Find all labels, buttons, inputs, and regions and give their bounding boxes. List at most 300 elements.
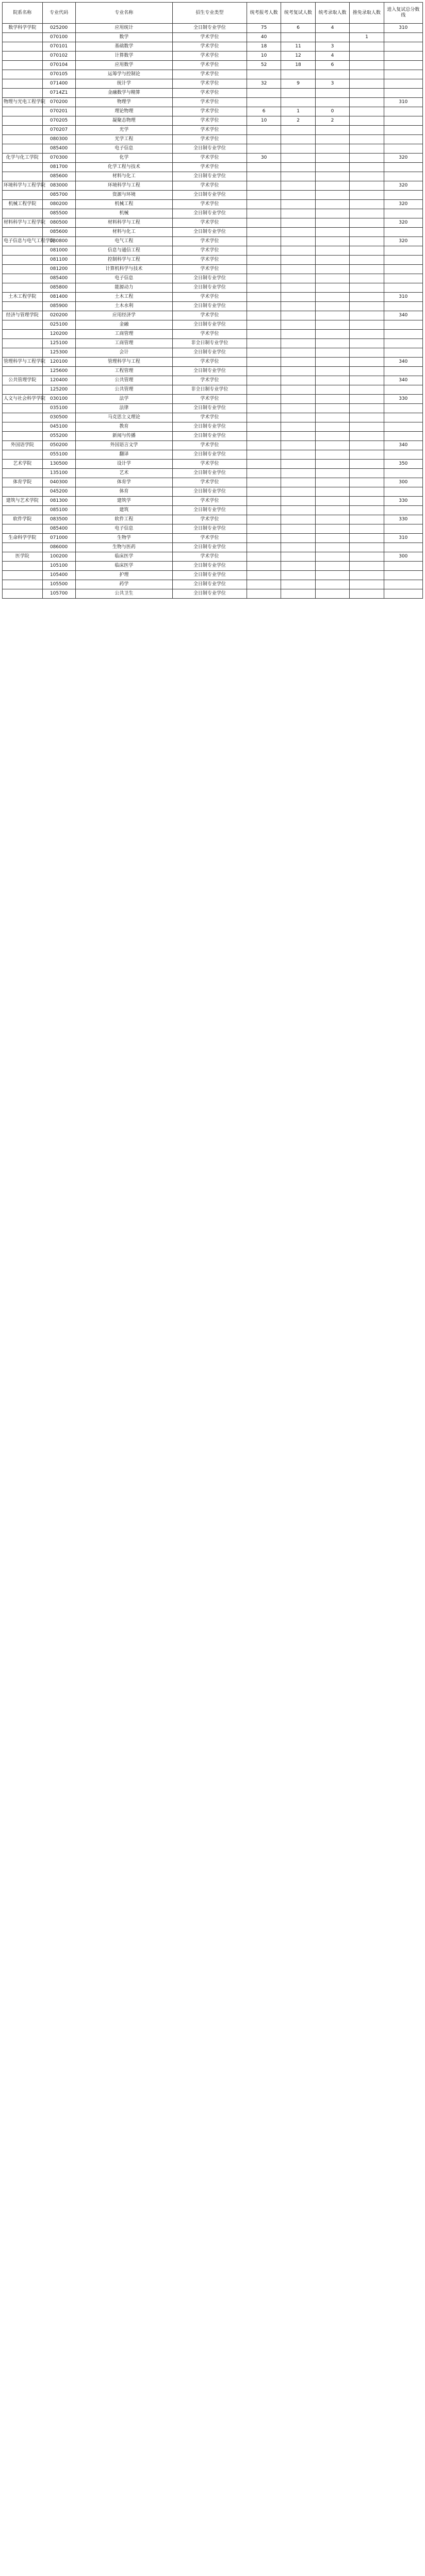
table-row (3, 256, 423, 265)
score-line-cell (384, 52, 422, 61)
code-cell: 050200 (42, 441, 75, 450)
score-line-cell: 310 (384, 293, 422, 302)
code-cell: 125200 (42, 385, 75, 395)
admitted-cell (315, 543, 349, 552)
table-row (3, 52, 423, 61)
recommended-cell (350, 562, 384, 571)
admitted-cell (315, 497, 349, 506)
code-cell: 045100 (42, 422, 75, 432)
interviewed-cell (281, 144, 315, 154)
table-row (3, 302, 423, 311)
applicants-cell (247, 209, 281, 218)
admitted-cell (315, 469, 349, 478)
code-cell: 085700 (42, 191, 75, 200)
code-cell: 055200 (42, 432, 75, 441)
applicants-cell: 18 (247, 42, 281, 52)
applicants-cell (247, 339, 281, 348)
admitted-cell (315, 506, 349, 515)
interviewed-cell (281, 543, 315, 552)
college-cell (3, 79, 43, 89)
code-cell: 081000 (42, 246, 75, 256)
recommended-cell (350, 339, 384, 348)
score-line-cell (384, 562, 422, 571)
score-line-cell (384, 135, 422, 144)
recommended-cell (350, 144, 384, 154)
code-cell: 070200 (42, 98, 75, 107)
applicants-cell (247, 478, 281, 487)
score-line-cell (384, 302, 422, 311)
score-line-cell (384, 191, 422, 200)
code-cell: 105400 (42, 571, 75, 580)
major-name-cell: 生物与医药 (75, 543, 172, 552)
score-line-cell (384, 265, 422, 274)
applicants-cell (247, 320, 281, 330)
interviewed-cell (281, 534, 315, 543)
college-cell (3, 385, 43, 395)
recommended-cell (350, 571, 384, 580)
college-cell (3, 107, 43, 116)
college-cell: 建筑与艺术学院 (3, 497, 43, 506)
type-cell: 全日制专业学位 (172, 543, 247, 552)
type-cell: 学术学位 (172, 98, 247, 107)
interviewed-cell (281, 552, 315, 562)
major-name-cell: 马克思主义理论 (75, 413, 172, 422)
score-line-cell (384, 42, 422, 52)
applicants-cell (247, 469, 281, 478)
type-cell: 全日制专业学位 (172, 302, 247, 311)
score-line-cell (384, 348, 422, 358)
applicants-cell (247, 404, 281, 413)
admitted-cell (315, 552, 349, 562)
admitted-cell (315, 237, 349, 246)
type-cell: 全日制专业学位 (172, 24, 247, 33)
table-row (3, 469, 423, 478)
interviewed-cell (281, 358, 315, 367)
admitted-cell (315, 432, 349, 441)
admitted-cell (315, 524, 349, 534)
table-row (3, 580, 423, 589)
table-row (3, 311, 423, 320)
applicants-cell (247, 413, 281, 422)
recommended-cell (350, 256, 384, 265)
table-row (3, 562, 423, 571)
major-name-cell: 艺术 (75, 469, 172, 478)
type-cell: 学术学位 (172, 107, 247, 116)
applicants-cell (247, 487, 281, 497)
table-row (3, 589, 423, 599)
interviewed-cell (281, 367, 315, 376)
applicants-cell (247, 246, 281, 256)
major-name-cell: 材料与化工 (75, 228, 172, 237)
recommended-cell (350, 367, 384, 376)
type-cell: 学术学位 (172, 181, 247, 191)
admitted-cell (315, 126, 349, 135)
major-name-cell: 管理科学与工程 (75, 358, 172, 367)
major-name-cell: 应用经济学 (75, 311, 172, 320)
major-name-cell: 环境科学与工程 (75, 181, 172, 191)
interviewed-cell (281, 89, 315, 98)
major-name-cell: 体育学 (75, 478, 172, 487)
recommended-cell (350, 181, 384, 191)
type-cell: 学术学位 (172, 89, 247, 98)
table-row (3, 116, 423, 126)
score-line-cell (384, 432, 422, 441)
type-cell: 学术学位 (172, 478, 247, 487)
admitted-cell (315, 376, 349, 385)
header-admitted: 统考录取人数 (315, 3, 349, 24)
college-cell: 管理科学与工程学院 (3, 358, 43, 367)
recommended-cell (350, 385, 384, 395)
applicants-cell (247, 385, 281, 395)
interviewed-cell (281, 237, 315, 246)
college-cell (3, 562, 43, 571)
type-cell: 学术学位 (172, 376, 247, 385)
admitted-cell (315, 98, 349, 107)
admitted-cell (315, 395, 349, 404)
recommended-cell (350, 450, 384, 460)
table-header-row (3, 3, 423, 24)
code-cell: 083500 (42, 515, 75, 524)
college-cell (3, 52, 43, 61)
table-row (3, 552, 423, 562)
code-cell: 071400 (42, 79, 75, 89)
table-row (3, 237, 423, 246)
applicants-cell (247, 543, 281, 552)
major-name-cell: 化学工程与技术 (75, 163, 172, 172)
type-cell: 学术学位 (172, 497, 247, 506)
table-row (3, 228, 423, 237)
type-cell: 全日制专业学位 (172, 487, 247, 497)
code-cell: 030500 (42, 413, 75, 422)
applicants-cell (247, 580, 281, 589)
applicants-cell (247, 98, 281, 107)
college-cell (3, 524, 43, 534)
code-cell: 070300 (42, 154, 75, 163)
admitted-cell (315, 571, 349, 580)
interviewed-cell (281, 497, 315, 506)
interviewed-cell (281, 339, 315, 348)
code-cell: 081200 (42, 265, 75, 274)
college-cell: 人文与社会科学学院 (3, 395, 43, 404)
interviewed-cell (281, 70, 315, 79)
applicants-cell (247, 358, 281, 367)
table-row (3, 404, 423, 413)
type-cell: 全日制专业学位 (172, 450, 247, 460)
document-page (2, 2, 423, 599)
type-cell: 全日制专业学位 (172, 404, 247, 413)
type-cell: 全日制专业学位 (172, 209, 247, 218)
score-line-cell (384, 506, 422, 515)
major-name-cell: 信息与通信工程 (75, 246, 172, 256)
admitted-cell (315, 256, 349, 265)
table-row (3, 42, 423, 52)
code-cell: 070201 (42, 107, 75, 116)
code-cell: 085900 (42, 302, 75, 311)
type-cell: 学术学位 (172, 256, 247, 265)
major-name-cell: 新闻与传播 (75, 432, 172, 441)
major-name-cell: 金融 (75, 320, 172, 330)
college-cell (3, 70, 43, 79)
college-cell (3, 191, 43, 200)
type-cell: 学术学位 (172, 70, 247, 79)
table-row (3, 107, 423, 116)
admitted-cell (315, 302, 349, 311)
college-cell: 机械工程学院 (3, 200, 43, 209)
interviewed-cell (281, 478, 315, 487)
applicants-cell (247, 200, 281, 209)
type-cell: 全日制专业学位 (172, 589, 247, 599)
major-name-cell: 电子信息 (75, 524, 172, 534)
major-name-cell: 公共管理 (75, 385, 172, 395)
interviewed-cell (281, 413, 315, 422)
score-line-cell: 300 (384, 552, 422, 562)
score-line-cell (384, 209, 422, 218)
score-line-cell: 310 (384, 24, 422, 33)
admitted-cell (315, 487, 349, 497)
recommended-cell (350, 61, 384, 70)
applicants-cell (247, 348, 281, 358)
college-cell: 外国语学院 (3, 441, 43, 450)
code-cell: 070105 (42, 70, 75, 79)
score-line-cell (384, 524, 422, 534)
table-row (3, 172, 423, 181)
score-line-cell (384, 163, 422, 172)
recommended-cell (350, 311, 384, 320)
interviewed-cell (281, 432, 315, 441)
college-cell: 软件学院 (3, 515, 43, 524)
admitted-cell (315, 460, 349, 469)
applicants-cell (247, 293, 281, 302)
admitted-cell: 4 (315, 52, 349, 61)
major-name-cell: 教育 (75, 422, 172, 432)
college-cell: 材料科学与工程学院 (3, 218, 43, 228)
code-cell: 070205 (42, 116, 75, 126)
code-cell: 081400 (42, 293, 75, 302)
code-cell: 135100 (42, 469, 75, 478)
table-row (3, 181, 423, 191)
admitted-cell (315, 478, 349, 487)
code-cell: 025200 (42, 24, 75, 33)
recommended-cell (350, 534, 384, 543)
type-cell: 学术学位 (172, 265, 247, 274)
score-line-cell: 340 (384, 441, 422, 450)
recommended-cell (350, 422, 384, 432)
interviewed-cell (281, 172, 315, 181)
header-recommended: 推免录取人数 (350, 3, 384, 24)
type-cell: 全日制专业学位 (172, 348, 247, 358)
interviewed-cell (281, 126, 315, 135)
recommended-cell (350, 265, 384, 274)
score-line-cell: 320 (384, 237, 422, 246)
admitted-cell (315, 330, 349, 339)
college-cell (3, 543, 43, 552)
interviewed-cell: 9 (281, 79, 315, 89)
applicants-cell (247, 70, 281, 79)
table-row (3, 218, 423, 228)
college-cell: 化学与化工学院 (3, 154, 43, 163)
type-cell: 学术学位 (172, 126, 247, 135)
score-line-cell (384, 589, 422, 599)
code-cell: 085400 (42, 144, 75, 154)
code-cell: 085600 (42, 172, 75, 181)
major-name-cell: 设计学 (75, 460, 172, 469)
code-cell: 085600 (42, 228, 75, 237)
table-row (3, 506, 423, 515)
college-cell (3, 432, 43, 441)
interviewed-cell (281, 274, 315, 283)
applicants-cell (247, 441, 281, 450)
recommended-cell (350, 580, 384, 589)
major-name-cell: 基础数学 (75, 42, 172, 52)
score-line-cell: 320 (384, 200, 422, 209)
recommended-cell (350, 487, 384, 497)
recommended-cell (350, 302, 384, 311)
admitted-cell (315, 413, 349, 422)
college-cell (3, 163, 43, 172)
major-name-cell: 计算机科学与技术 (75, 265, 172, 274)
table-row (3, 33, 423, 42)
major-name-cell: 临床医学 (75, 552, 172, 562)
major-name-cell: 建筑 (75, 506, 172, 515)
score-line-cell: 330 (384, 515, 422, 524)
table-row (3, 144, 423, 154)
table-row (3, 154, 423, 163)
interviewed-cell (281, 302, 315, 311)
major-name-cell: 机械工程 (75, 200, 172, 209)
major-name-cell: 土木工程 (75, 293, 172, 302)
code-cell: 085400 (42, 524, 75, 534)
code-cell: 105700 (42, 589, 75, 599)
recommended-cell (350, 246, 384, 256)
college-cell (3, 172, 43, 181)
college-cell (3, 450, 43, 460)
score-line-cell (384, 543, 422, 552)
table-row (3, 441, 423, 450)
interviewed-cell (281, 460, 315, 469)
score-line-cell (384, 339, 422, 348)
college-cell (3, 469, 43, 478)
major-name-cell: 法律 (75, 404, 172, 413)
score-line-cell (384, 413, 422, 422)
admitted-cell (315, 358, 349, 367)
code-cell: 030100 (42, 395, 75, 404)
score-line-cell (384, 228, 422, 237)
applicants-cell (247, 552, 281, 562)
interviewed-cell (281, 422, 315, 432)
major-name-cell: 电子信息 (75, 144, 172, 154)
college-cell (3, 246, 43, 256)
code-cell: 120200 (42, 330, 75, 339)
interviewed-cell (281, 246, 315, 256)
major-name-cell: 材料与化工 (75, 172, 172, 181)
score-line-cell (384, 33, 422, 42)
applicants-cell: 10 (247, 52, 281, 61)
applicants-cell: 6 (247, 107, 281, 116)
admitted-cell (315, 404, 349, 413)
score-line-cell: 340 (384, 358, 422, 367)
type-cell: 学术学位 (172, 154, 247, 163)
recommended-cell (350, 293, 384, 302)
recommended-cell (350, 348, 384, 358)
applicants-cell (247, 274, 281, 283)
table-row (3, 265, 423, 274)
college-cell (3, 580, 43, 589)
college-cell: 土木工程学院 (3, 293, 43, 302)
interviewed-cell (281, 404, 315, 413)
admitted-cell: 3 (315, 79, 349, 89)
table-row (3, 89, 423, 98)
code-cell: 035100 (42, 404, 75, 413)
recommended-cell (350, 135, 384, 144)
applicants-cell (247, 126, 281, 135)
applicants-cell (247, 218, 281, 228)
college-cell (3, 135, 43, 144)
recommended-cell (350, 237, 384, 246)
college-cell: 经济与管理学院 (3, 311, 43, 320)
type-cell: 全日制专业学位 (172, 562, 247, 571)
table-row (3, 497, 423, 506)
recommended-cell (350, 441, 384, 450)
interviewed-cell (281, 98, 315, 107)
recommended-cell (350, 116, 384, 126)
college-cell (3, 330, 43, 339)
major-name-cell: 应用数学 (75, 61, 172, 70)
recommended-cell (350, 209, 384, 218)
type-cell: 全日制专业学位 (172, 144, 247, 154)
college-cell (3, 404, 43, 413)
header-score-line: 进入复试总分数线 (384, 3, 422, 24)
college-cell: 体育学院 (3, 478, 43, 487)
admitted-cell: 2 (315, 116, 349, 126)
type-cell: 学术学位 (172, 395, 247, 404)
applicants-cell (247, 163, 281, 172)
score-line-cell (384, 385, 422, 395)
interviewed-cell (281, 163, 315, 172)
table-row (3, 376, 423, 385)
recommended-cell (350, 70, 384, 79)
admitted-cell (315, 562, 349, 571)
recommended-cell (350, 107, 384, 116)
score-line-cell (384, 144, 422, 154)
college-cell (3, 413, 43, 422)
admitted-cell (315, 274, 349, 283)
table-row (3, 135, 423, 144)
recommended-cell (350, 98, 384, 107)
major-name-cell: 建筑学 (75, 497, 172, 506)
score-line-cell (384, 70, 422, 79)
recommended-cell: 1 (350, 33, 384, 42)
admitted-cell (315, 293, 349, 302)
type-cell: 学术学位 (172, 311, 247, 320)
admitted-cell (315, 348, 349, 358)
admitted-cell (315, 246, 349, 256)
interviewed-cell (281, 469, 315, 478)
major-name-cell: 运筹学与控制论 (75, 70, 172, 79)
type-cell: 学术学位 (172, 413, 247, 422)
major-name-cell: 能源动力 (75, 283, 172, 293)
applicants-cell: 75 (247, 24, 281, 33)
recommended-cell (350, 89, 384, 98)
code-cell: 120100 (42, 358, 75, 367)
college-cell: 电子信息与电气工程学院 (3, 237, 43, 246)
recommended-cell (350, 469, 384, 478)
applicants-cell (247, 506, 281, 515)
major-name-cell: 临床医学 (75, 562, 172, 571)
major-name-cell: 统计学 (75, 79, 172, 89)
score-line-cell: 330 (384, 497, 422, 506)
college-cell (3, 144, 43, 154)
header-applicants: 统考报考人数 (247, 3, 281, 24)
